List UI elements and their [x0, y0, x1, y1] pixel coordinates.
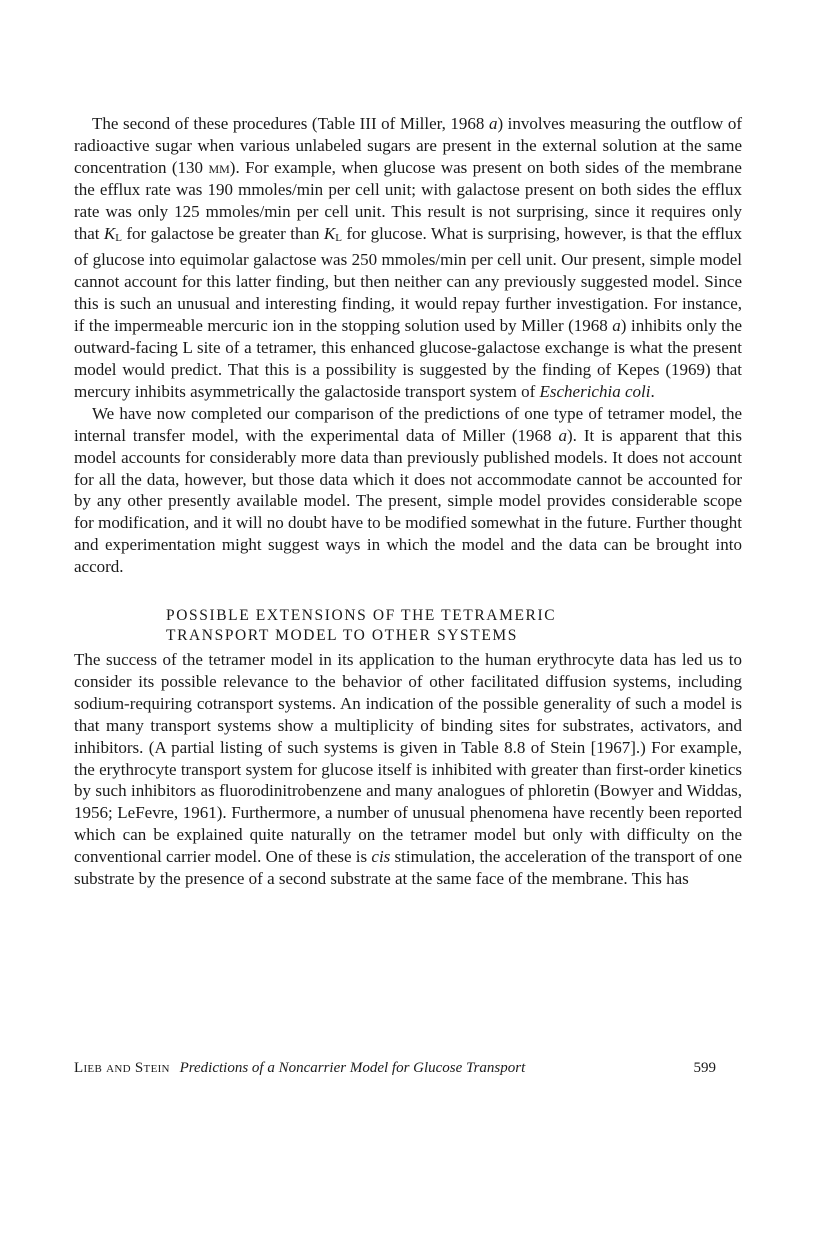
section-heading-line-2: TRANSPORT MODEL TO OTHER SYSTEMS	[166, 627, 518, 645]
species-name: Escherichia coli	[539, 381, 651, 401]
variable-k: K	[103, 223, 116, 243]
paragraph: The second of these procedures (Table III of Miller, 1968 a) involves measuring the outflow of radioactive sugar when various unlabeled sugars are present in the external solution at the same concentration (130 mm). For example, when glucose was present on both sides of the membrane the efflux rate was 190 mmoles/min per cell unit; with galactose present on both sides the efflux rate was only 125 mmoles/min per cell unit. This result is not surprising, since it requires only that KL for galactose be greater than KL for glucose. What is surprising, however, is that the efflux of glucose into equimolar galactose was 250 mmoles/min per cell unit. Our present, simple model cannot account for this latter finding, but then neither can any previously suggested model. Since this is such an unusual and interesting finding, it would repay further investigation. For instance, if the impermeable mercuric ion in the stopping solution used by Miller (1968 a) inhibits only the outward-facing L site of a tetramer, this enhanced glucose-galactose exchange is what the present model would predict. That this is a possibility is suggested by the finding of Kepes (1969) that mercury inhibits asymmetrically the galactoside transport system of Escherichia coli.	[74, 114, 742, 401]
section-heading	[166, 606, 742, 646]
article-body	[74, 113, 742, 890]
variable-k: K	[323, 223, 336, 243]
paragraph: We have now completed our comparison of the predictions of one type of tetramer model, the internal transfer model, with the experimental data of Miller (1968 a). It is apparent that this model accounts for considerably more data than previously published models. It does not account for all the data, however, but those data which it does not accommodate cannot be accounted for by any other presently available model. The present, simple model provides considerable scope for modification, and it will no doubt have to be modified somewhat in the future. Further thought and experimentation might suggest ways in which the model and the data can be brought into accord.	[74, 403, 742, 577]
section-heading-line-1: POSSIBLE EXTENSIONS OF THE TETRAMERIC	[166, 607, 557, 625]
running-footer	[74, 1058, 742, 1078]
page-number: 599	[693, 1060, 716, 1076]
paragraph: The success of the tetramer model in its application to the human erythrocyte data has led us to consider its possible relevance to the behavior of other facilitated diffusion systems, including sodium-requiring cotransport systems. An indication of the possible generality of such a model is that many transport systems show a multiplicity of binding sites for substrates, activators, and inhibitors. (A partial listing of such systems is given in Table 8.8 of Stein [1967].) For example, the erythrocyte transport system for glucose itself is inhibited with greater than first-order kinetics by such inhibitors as fluorodinitrobenzene and many analogues of phloretin (Bowyer and Widdas, 1956; LeFevre, 1961). Furthermore, a number of unusual phenomena have recently been reported which can be explained quite naturally on the tetramer model but only with difficulty on the conventional carrier model. One of these is cis stimulation, the acceleration of the transport of one substrate by the presence of a second substrate at the same face of the membrane. This has	[74, 650, 742, 889]
footer-authors: Lieb and Stein	[74, 1060, 170, 1076]
footer-title: Predictions of a Noncarrier Model for Glucose Transport	[179, 1060, 526, 1076]
